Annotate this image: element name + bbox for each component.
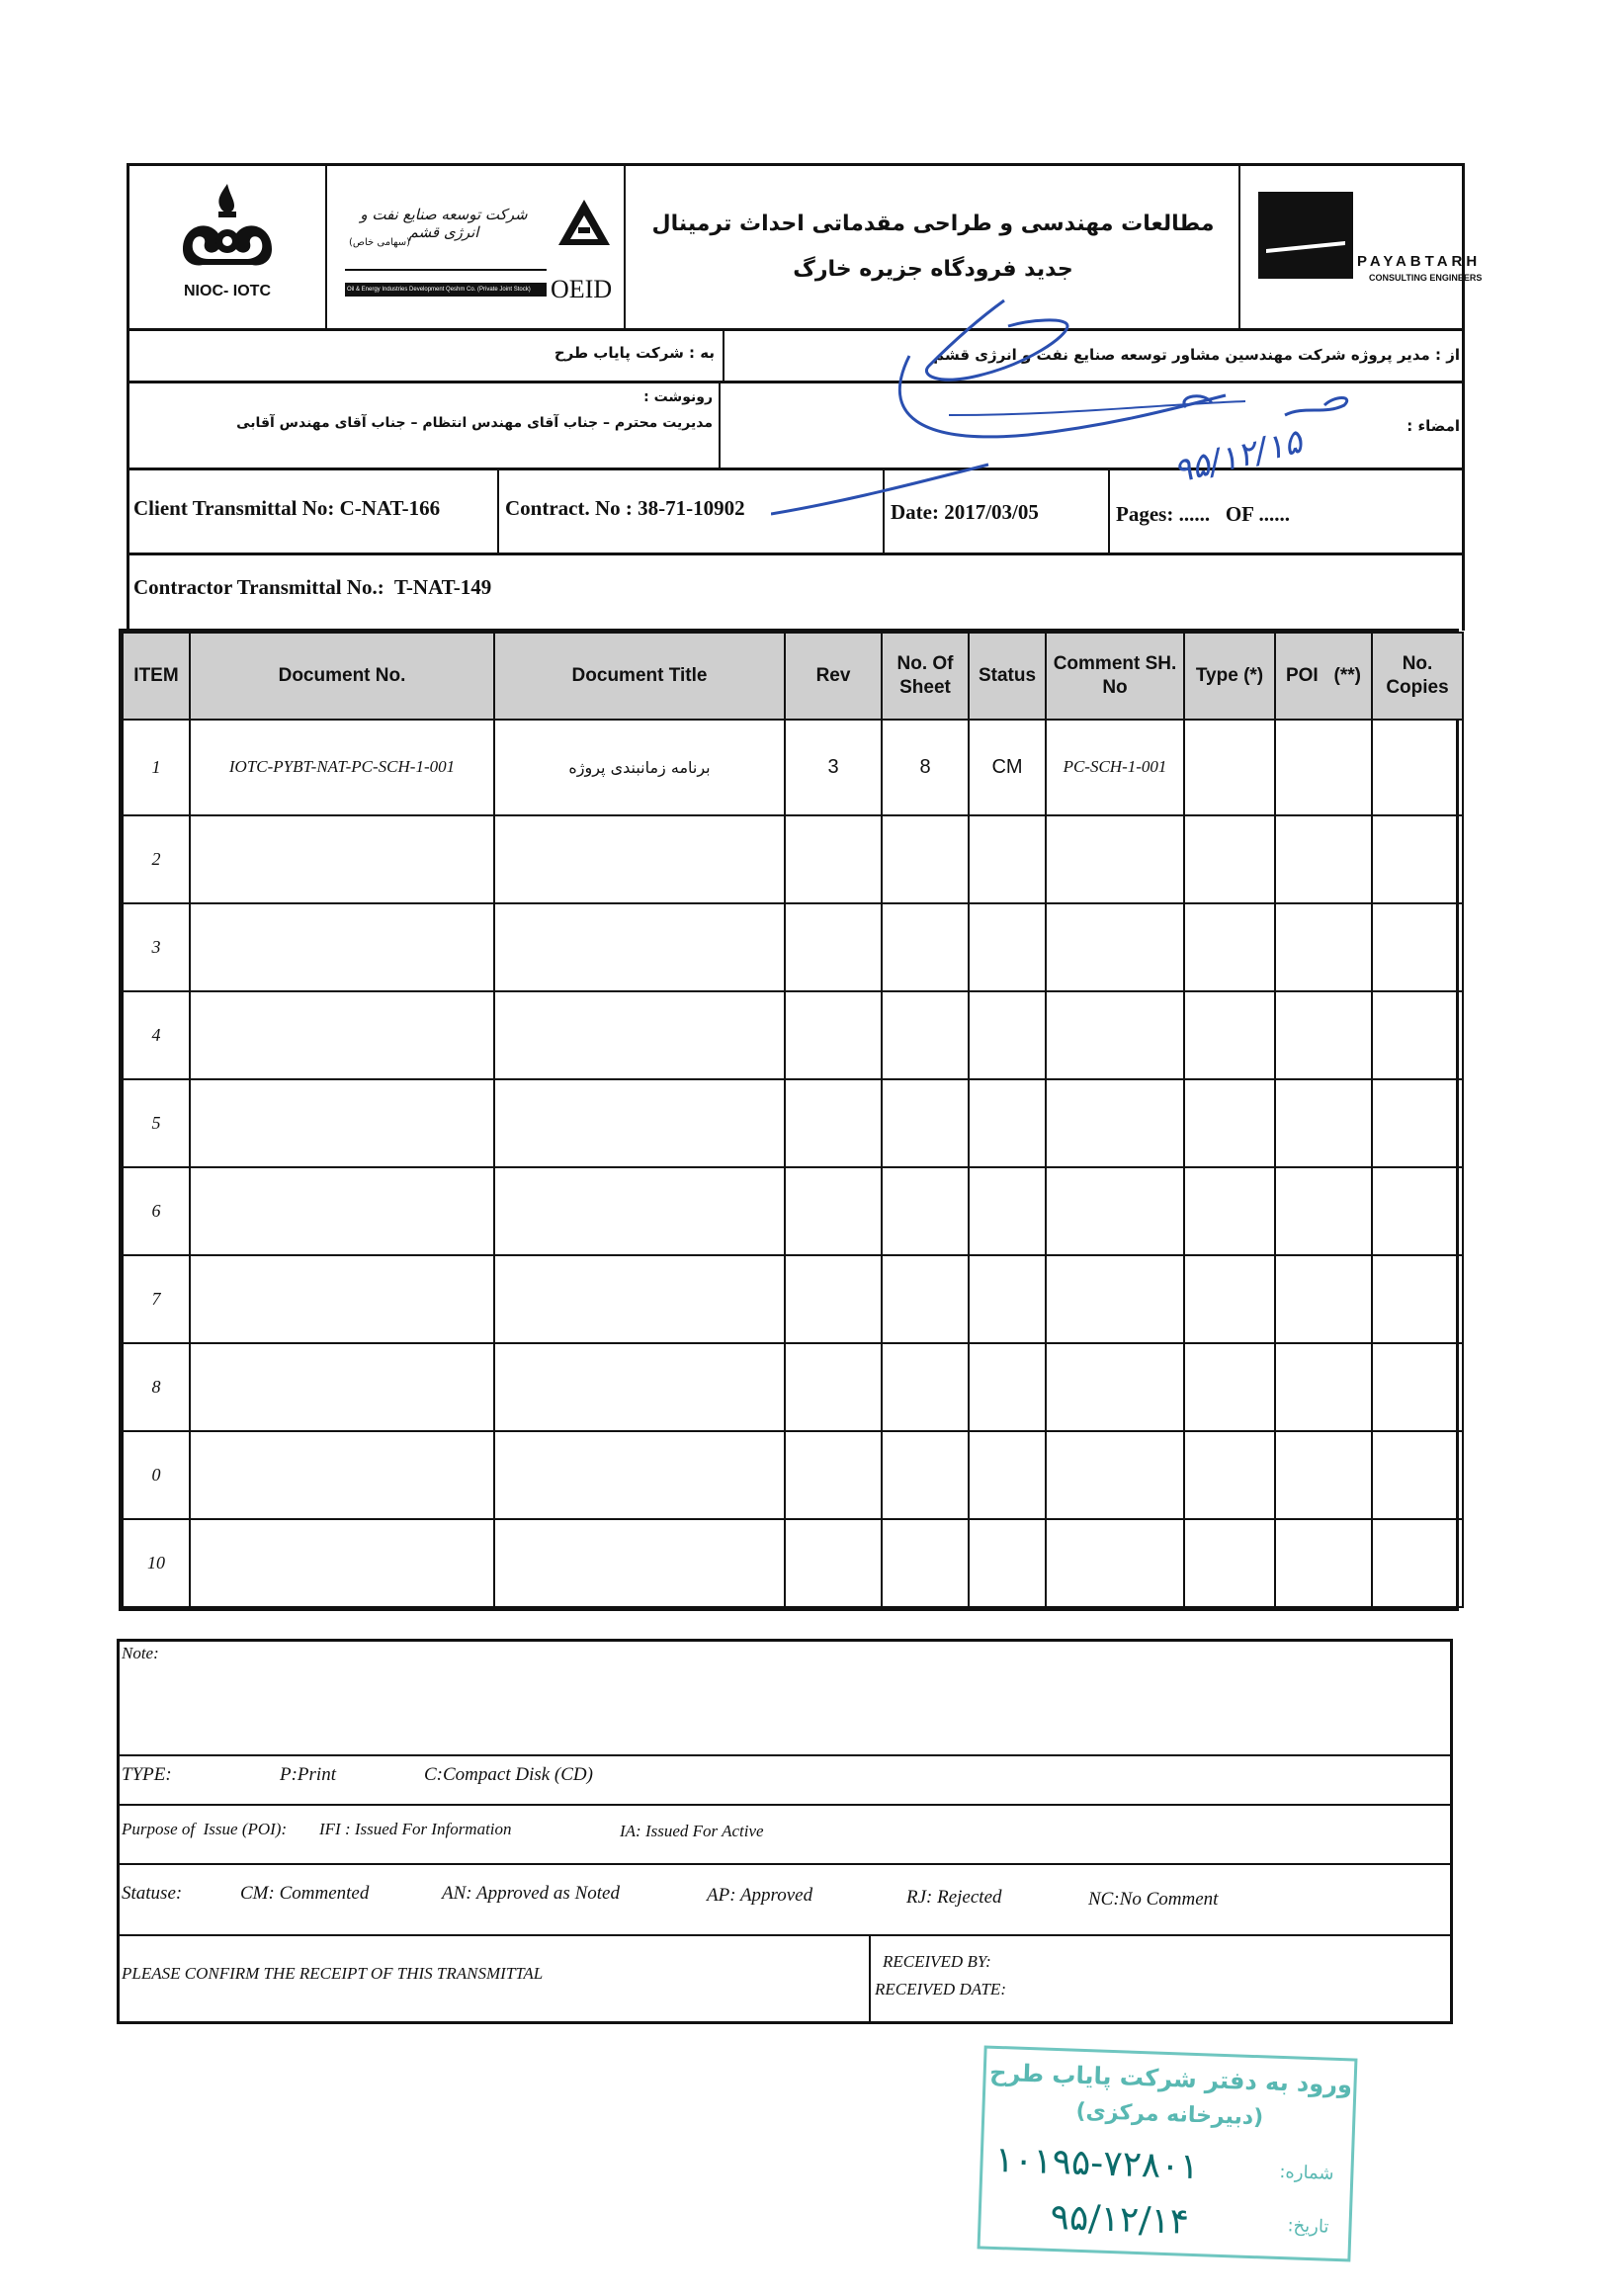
cell-document-no [190,1519,494,1607]
cell-comment-sh-no [1046,815,1184,903]
cell-rev [785,1255,882,1343]
cell-document-no [190,991,494,1079]
cell-status [969,1431,1046,1519]
cell-rev [785,1343,882,1431]
cell-document-title [494,1343,785,1431]
cell-document-title [494,1079,785,1167]
stamp-date-value: ۹۵/۱۲/۱۴ [1049,2196,1190,2243]
cell-type [1184,1431,1275,1519]
cell-status [969,1079,1046,1167]
project-title-line2: جدید فرودگاه جزیره خارگ [793,257,1073,282]
cell-document-no [190,1079,494,1167]
cell-comment-sh-no [1046,1255,1184,1343]
payabtarh-logo-icon [1258,192,1353,279]
table-row [123,720,1463,815]
cell-type [1184,903,1275,991]
status-cm: CM: Commented [240,1883,370,1904]
receipt-stamp [978,2045,1358,2261]
cell-rev [785,1431,882,1519]
cell-rev [785,903,882,991]
cell-document-no [190,1431,494,1519]
oeid-company-sub: (سهامی خاص) [348,237,411,248]
header-row [123,633,1463,720]
table-row [123,1079,1463,1167]
col-no-copies: No. Copies [1372,633,1463,720]
nioc-logo-cell [129,166,325,328]
poi-label: Purpose of Issue (POI): [122,1820,288,1838]
stamp-line1: ورود به دفتر شرکت پایاب طرح [988,2058,1353,2099]
cell-no-copies [1372,1167,1463,1255]
cell-item: 5 [123,1079,190,1167]
col-status: Status [969,633,1046,720]
cell-status [969,1167,1046,1255]
cc-label: رونوشت : [643,389,713,405]
cell-item: 2 [123,815,190,903]
cc-divider [719,383,721,468]
cell-item: 7 [123,1255,190,1343]
document-table-grid [122,632,1464,1608]
col-no-of-sheet: No. Of Sheet [882,633,969,720]
cell-poi [1275,903,1372,991]
status-nc: NC:No Comment [1088,1889,1219,1910]
handwritten-signature [771,297,1384,534]
col-poi: POI (**) [1275,633,1372,720]
cell-document-title: برنامه زمانبندی پروژه [494,720,785,815]
cell-rev [785,1167,882,1255]
notes-block [117,1639,1453,2024]
oeid-logo-cell [325,166,624,328]
nioc-flame-icon [173,180,282,269]
cell-item: 10 [123,1519,190,1607]
table-row [123,1255,1463,1343]
document-table [119,629,1459,1611]
cell-no-of-sheet [882,1519,969,1607]
status-divider [120,1934,1450,1936]
cell-type [1184,1255,1275,1343]
stamp-line2: (دبیرخانه مرکزی) [1075,2098,1264,2131]
payabtarh-name: PAYABTARH [1357,253,1482,270]
oeid-english-strip: Oil & Energy Industries Development Qeshm Co. (Private Joint Stock) [345,283,547,297]
received-divider [869,1934,871,2021]
cell-type [1184,1343,1275,1431]
cell-no-copies [1372,991,1463,1079]
table-row [123,991,1463,1079]
oeid-company-name: شرکت توسعه صنایع نفت و انرژی قشم [360,206,528,241]
cell-type [1184,1167,1275,1255]
table-body [123,720,1463,1607]
client-transmittal-no: Client Transmittal No: C-NAT-166 [133,496,441,520]
cell-no-of-sheet [882,1167,969,1255]
cell-no-of-sheet [882,1255,969,1343]
stamp-date-label: تاریخ: [1287,2215,1329,2238]
cell-no-copies [1372,1343,1463,1431]
confirm-text: PLEASE CONFIRM THE RECEIPT OF THIS TRANSMITTAL [122,1964,544,1983]
cell-poi [1275,1431,1372,1519]
stamp-number-value: ۱۰۱۹۵-۷۲۸۰۱ [993,2139,1200,2188]
col-type: Type (*) [1184,633,1275,720]
to-from-divider [723,328,724,381]
cell-no-of-sheet [882,1343,969,1431]
cell-comment-sh-no [1046,1343,1184,1431]
poi-divider [120,1863,1450,1865]
cell-no-of-sheet [882,1079,969,1167]
type-print: P:Print [280,1764,336,1785]
cell-comment-sh-no [1046,1079,1184,1167]
contract-no: Contract. No : 38-71-10902 [505,496,745,520]
cell-status [969,1255,1046,1343]
table-header [123,633,1463,720]
cell-status [969,991,1046,1079]
cell-rev: 3 [785,720,882,815]
transmittal-date: Date: 2017/03/05 [891,500,1039,524]
col-document-title: Document Title [494,633,785,720]
cell-document-title [494,991,785,1079]
cc-text: مدیریت محترم – جناب آقای مهندس انتظام – جناب آقای مهندس آقابی [236,415,713,431]
cell-status [969,815,1046,903]
cell-document-no [190,903,494,991]
status-label: Statuse: [122,1883,183,1904]
cell-no-of-sheet [882,991,969,1079]
cell-no-copies [1372,1079,1463,1167]
cell-poi [1275,720,1372,815]
cell-no-of-sheet: 8 [882,720,969,815]
cell-document-no [190,815,494,903]
poi-ia: IA: Issued For Active [620,1822,764,1840]
cell-comment-sh-no [1046,1519,1184,1607]
cell-status: CM [969,720,1046,815]
cell-poi [1275,1079,1372,1167]
cell-poi [1275,1167,1372,1255]
cell-rev [785,1079,882,1167]
cell-status [969,1519,1046,1607]
cell-comment-sh-no [1046,903,1184,991]
type-divider [120,1804,1450,1806]
cell-status [969,903,1046,991]
cell-document-no [190,1255,494,1343]
signature-label: امضاء : [1406,417,1460,435]
table-row [123,815,1463,903]
status-ap: AP: Approved [707,1885,813,1906]
cell-comment-sh-no [1046,1431,1184,1519]
handwritten-date: ۹۵/۱۲/۱۵ [1169,421,1307,492]
cell-comment-sh-no [1046,991,1184,1079]
table-row [123,1343,1463,1431]
col-document-no: Document No. [190,633,494,720]
contractor-transmittal-row [127,555,1465,631]
cell-poi [1275,1343,1372,1431]
cell-poi [1275,815,1372,903]
cell-document-title [494,1167,785,1255]
cell-document-title [494,1255,785,1343]
oeid-text: OEID [551,275,613,303]
cell-rev [785,815,882,903]
contractor-transmittal-no: Contractor Transmittal No.: T-NAT-149 [133,575,492,599]
cell-comment-sh-no [1046,1167,1184,1255]
col-comment-sh-no: Comment SH. No [1046,633,1184,720]
type-label: TYPE: [122,1764,172,1785]
cell-document-title [494,1431,785,1519]
project-title-line1: مطالعات مهندسی و طراحی مقدماتی احداث ترمینال [651,212,1215,236]
cell-document-no [190,1167,494,1255]
oeid-triangle-icon [556,198,612,247]
cell-poi [1275,991,1372,1079]
cell-document-title [494,1519,785,1607]
cell-comment-sh-no: PC-SCH-1-001 [1046,720,1184,815]
cell-item: 6 [123,1167,190,1255]
from-field: از : مدیر پروژه شرکت مهندسین مشاور توسعه صنایع نفت و انرژی قشم [933,346,1460,364]
cell-item: 1 [123,720,190,815]
cell-no-copies [1372,720,1463,815]
status-an: AN: Approved as Noted [442,1883,620,1904]
payabtarh-sub: CONSULTING ENGINEERS [1369,273,1483,283]
status-rj: RJ: Rejected [906,1887,1002,1908]
cell-no-of-sheet [882,1431,969,1519]
cell-rev [785,1519,882,1607]
poi-ifi: IFI : Issued For Information [319,1820,512,1838]
cell-item: 0 [123,1431,190,1519]
table-row [123,903,1463,991]
cell-type [1184,1519,1275,1607]
cell-item: 3 [123,903,190,991]
note-label: Note: [122,1644,159,1662]
cell-type [1184,1079,1275,1167]
nioc-label: NIOC- IOTC [184,283,271,299]
cell-poi [1275,1255,1372,1343]
cell-no-copies [1372,815,1463,903]
cell-type [1184,815,1275,903]
col-rev: Rev [785,633,882,720]
cell-document-title [494,815,785,903]
received-by: RECEIVED BY: [883,1952,991,1971]
cell-no-copies [1372,1519,1463,1607]
table-row [123,1167,1463,1255]
type-cd: C:Compact Disk (CD) [424,1764,593,1785]
cell-poi [1275,1519,1372,1607]
to-field: به : شرکت پایاب طرح [554,344,715,362]
cell-item: 4 [123,991,190,1079]
cell-document-title [494,903,785,991]
cell-type [1184,720,1275,815]
pages-count: Pages: ...... OF ...... [1116,502,1290,526]
cell-status [969,1343,1046,1431]
cell-no-of-sheet [882,903,969,991]
table-row [123,1519,1463,1607]
cell-item: 8 [123,1343,190,1431]
col-item: ITEM [123,633,190,720]
note-divider [120,1754,1450,1756]
cell-document-no: IOTC-PYBT-NAT-PC-SCH-1-001 [190,720,494,815]
cell-type [1184,991,1275,1079]
table-row [123,1431,1463,1519]
cell-document-no [190,1343,494,1431]
cell-no-copies [1372,1255,1463,1343]
cell-no-copies [1372,1431,1463,1519]
cell-no-of-sheet [882,815,969,903]
cell-rev [785,991,882,1079]
stamp-number-label: شماره: [1279,2161,1334,2184]
cell-no-copies [1372,903,1463,991]
oeid-rule [345,269,547,271]
divider-1 [497,470,499,553]
received-date: RECEIVED DATE: [875,1980,1006,1998]
